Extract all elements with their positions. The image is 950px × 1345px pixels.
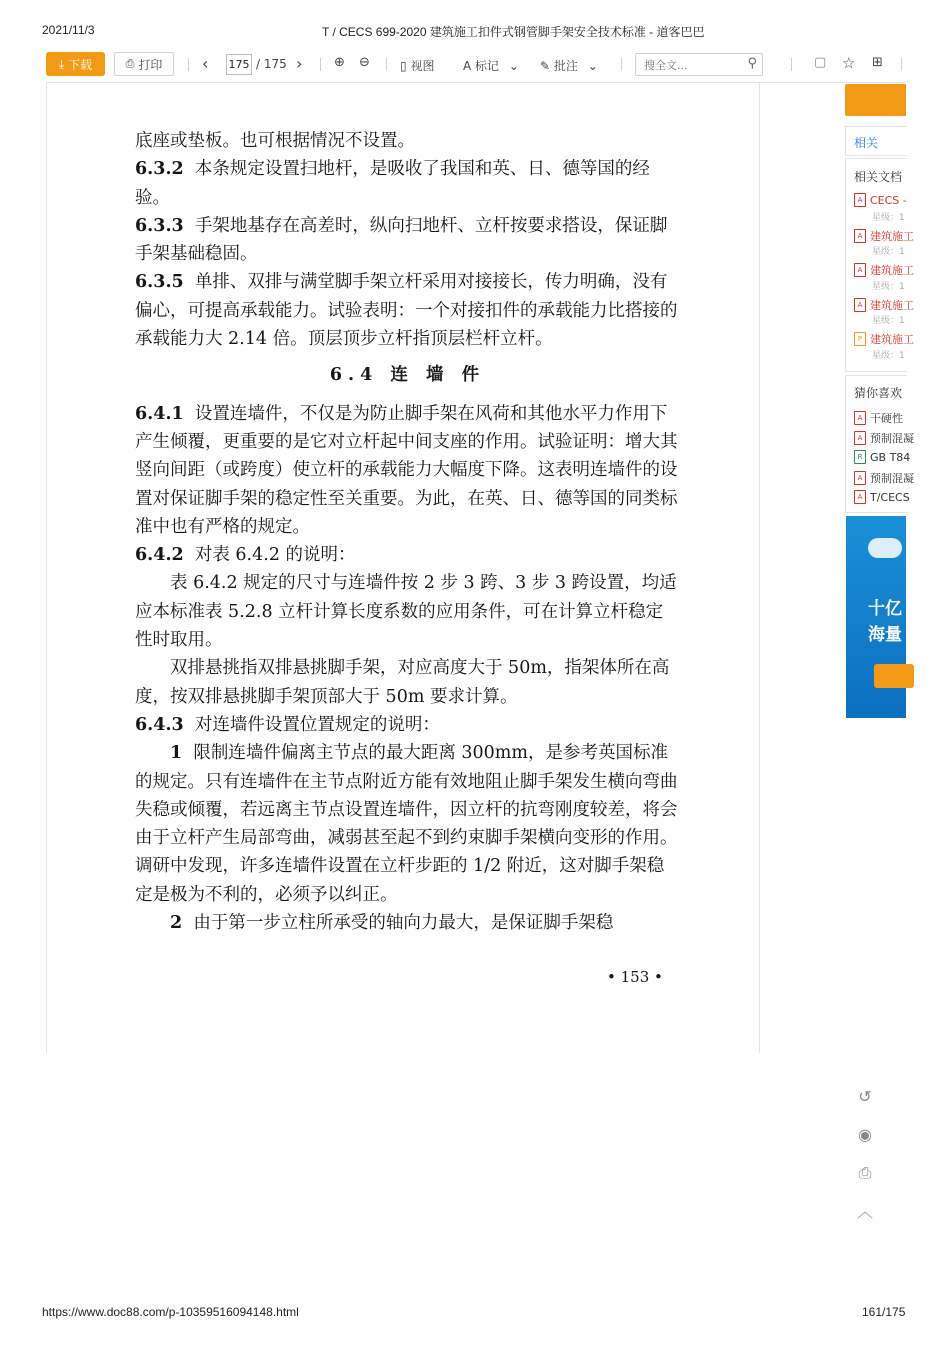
item-number: 2: [170, 913, 183, 934]
related-doc-rating: 星级：1: [872, 282, 905, 292]
annotate-button[interactable]: [540, 57, 598, 74]
pdf-icon: A: [854, 263, 866, 277]
page-number: • 153 •: [607, 968, 663, 986]
section-number: 6.4.1: [135, 403, 184, 424]
item-number: 1: [170, 743, 183, 764]
section-number: 6.3.3: [135, 215, 184, 236]
view-button[interactable]: [400, 57, 434, 74]
page-total: / 175: [256, 57, 287, 71]
ad-banner[interactable]: [846, 516, 906, 718]
related-doc-item[interactable]: A 建筑施工: [854, 262, 914, 278]
related-doc-item[interactable]: A 建筑施工: [854, 228, 914, 244]
divider: [188, 58, 189, 71]
related-doc-rating: 星级：1: [872, 316, 905, 326]
page-title: T / CECS 699-2020 建筑施工扣件式钢管脚手架安全技术标准 - 道客巴巴: [322, 25, 705, 39]
paragraph: 6.4.2 对表 6.4.2 的说明：: [135, 545, 356, 566]
doc-icon: R: [854, 450, 866, 464]
recommended-item[interactable]: R GB T84: [854, 450, 910, 464]
paragraph: 双排悬挑指双排悬挑脚手架，对应高度大于 50m，指架体所在高度，按双排悬挑脚手架顶部大于 50m 要求计算。: [135, 658, 670, 707]
divider: [320, 58, 321, 71]
chevron-down-icon: ⌄: [587, 59, 598, 73]
zoom-in-icon[interactable]: ⊕: [334, 55, 345, 70]
section-number: 6.4.2: [135, 545, 184, 566]
download-button[interactable]: [46, 52, 105, 76]
download-icon: ⤓: [58, 56, 65, 71]
related-doc-rating: 星级：1: [872, 247, 905, 257]
view-label: 视图: [410, 59, 435, 73]
cloud-icon: [868, 538, 902, 558]
print-button[interactable]: [114, 52, 174, 76]
recommended-item[interactable]: A T/CECS: [854, 490, 910, 504]
related-doc-item[interactable]: A CECS -: [854, 193, 907, 207]
back-to-top-icon[interactable]: ︿: [856, 1202, 873, 1221]
zoom-out-icon[interactable]: ⊖: [359, 55, 370, 70]
recommended-title: 猜你喜欢: [854, 386, 903, 400]
section-title: 6.4 连 墙 件: [329, 365, 486, 386]
printer-icon[interactable]: ⎙: [858, 1163, 872, 1182]
related-doc-rating: 星级：1: [872, 213, 905, 223]
pdf-icon: A: [854, 431, 866, 445]
related-docs-panel: [845, 158, 914, 372]
document-page: [46, 83, 760, 1053]
prev-page-icon[interactable]: ‹: [202, 54, 209, 73]
section-number: 6.4.3: [135, 714, 184, 735]
recommended-panel: [845, 375, 914, 513]
ppt-icon: P: [854, 332, 866, 346]
recommended-item[interactable]: A 预制混凝: [854, 470, 914, 486]
save-icon[interactable]: ▢: [814, 55, 827, 70]
paragraph: 6.3.5 单排、双排与满堂脚手架立杆采用对接接长，传力明确，没有偏心，可提高承载能力。试验表明：一个对接扣件的承载能力比搭接的承载能力大 2.14 倍。顶层顶步立杆指顶层栏杆立杆。: [135, 272, 678, 350]
search-icon[interactable]: ⚲: [747, 56, 757, 71]
pen-icon: ✎: [540, 59, 551, 73]
mark-label: 标记: [475, 59, 500, 73]
paragraph: 底座或垫板。也可根据情况不设置。: [135, 131, 415, 151]
pdf-icon: A: [854, 193, 866, 207]
mark-button[interactable]: [463, 57, 519, 74]
paragraph: 表 6.4.2 规定的尺寸与连墙件按 2 步 3 跨、3 步 3 跨设置，均适应本标准表 5.2.8 立杆计算长度系数的应用条件，可在计算立杆稳定性时取用。: [135, 573, 677, 651]
annotate-label: 批注: [553, 59, 578, 73]
divider: [791, 58, 792, 71]
pdf-icon: A: [854, 490, 866, 504]
divider: [901, 58, 902, 71]
tab-related[interactable]: [845, 126, 907, 156]
add-file-icon[interactable]: ⊞: [872, 55, 883, 70]
mark-icon: A: [463, 59, 472, 73]
section-number: 6.3.2: [135, 159, 184, 180]
banner-button[interactable]: [874, 664, 914, 688]
paragraph: 6.4.1 设置连墙件，不仅是为防止脚手架在风荷和其他水平力作用下产生倾覆，更重要的是它对立杆起中间支座的作用。试验证明：增大其竖向间距（或跨度）使立杆的承载能力大幅度下降。这表明连墙件的设置对保证脚手架的稳定性至关重要。为此，在英、日、德等国的同类标准中也有严格的规定。: [135, 403, 678, 537]
banner-text: 海量: [868, 625, 902, 645]
document-body: [135, 127, 680, 937]
chevron-down-icon: ⌄: [508, 59, 519, 73]
pdf-icon: A: [854, 229, 866, 243]
related-doc-item[interactable]: P 建筑施工: [854, 331, 914, 347]
star-icon[interactable]: ☆: [842, 54, 856, 72]
paragraph: 6.3.2 本条规定设置扫地杆，是吸收了我国和英、日、德等国的经验。: [135, 159, 650, 208]
next-page-icon[interactable]: ›: [296, 54, 303, 73]
paragraph: 1 限制连墙件偏离主节点的最大距离 300mm，是参考英国标准的规定。只有连墙件在主节点附近方能有效地阻止脚手架发生横向弯曲失稳或倾覆，若远离主节点设置连墙件，因立杆的抗弯刚度较差，将会由于立杆产生局部弯曲，减弱甚至起不到约束脚手架横向变形的作用。调研中发现，许多连墙件设置在立杆步距的 1/2 附近，这对脚手架稳定是极为不利的，必须予以纠正。: [135, 743, 678, 905]
download-label: 下载: [68, 57, 93, 72]
recommended-item[interactable]: A 干硬性: [854, 410, 903, 426]
view-icon: ▯: [400, 59, 407, 73]
paragraph: 6.4.3 对连墙件设置位置规定的说明：: [135, 714, 440, 735]
print-date: 2021/11/3: [42, 23, 95, 37]
search-box: [635, 53, 763, 76]
print-label: 打印: [138, 57, 163, 72]
recommended-item[interactable]: A 预制混凝: [854, 430, 914, 446]
related-docs-title: 相关文档: [854, 170, 903, 184]
pdf-icon: A: [854, 471, 866, 485]
search-input[interactable]: [642, 58, 742, 73]
tab-related-label: 相关: [854, 136, 879, 150]
pdf-icon: A: [854, 411, 866, 425]
page-number-input[interactable]: 175: [226, 54, 252, 75]
viewer-toolbar: [46, 46, 906, 83]
pdf-icon: A: [854, 298, 866, 312]
section-number: 6.3.5: [135, 272, 184, 293]
banner-text: 十亿: [868, 599, 902, 619]
printer-icon: ⎙: [125, 57, 135, 70]
sidebar-promo-button[interactable]: [845, 84, 906, 116]
page-counter: 161/175: [862, 1305, 906, 1319]
wechat-icon[interactable]: ◉: [858, 1125, 872, 1144]
page-url: https://www.doc88.com/p-10359516094148.html: [42, 1305, 299, 1319]
paragraph: 6.3.3 手架地基存在高差时，纵向扫地杆、立杆按要求搭设，保证脚手架基础稳固。: [135, 215, 668, 265]
history-icon[interactable]: ↺: [858, 1087, 872, 1106]
divider: [621, 58, 622, 71]
related-doc-rating: 星级：1: [872, 351, 905, 361]
related-doc-item[interactable]: A 建筑施工: [854, 297, 914, 313]
paragraph: 2 由于第一步立柱所承受的轴向力最大，是保证脚手架稳: [170, 913, 614, 934]
divider: [386, 58, 387, 71]
